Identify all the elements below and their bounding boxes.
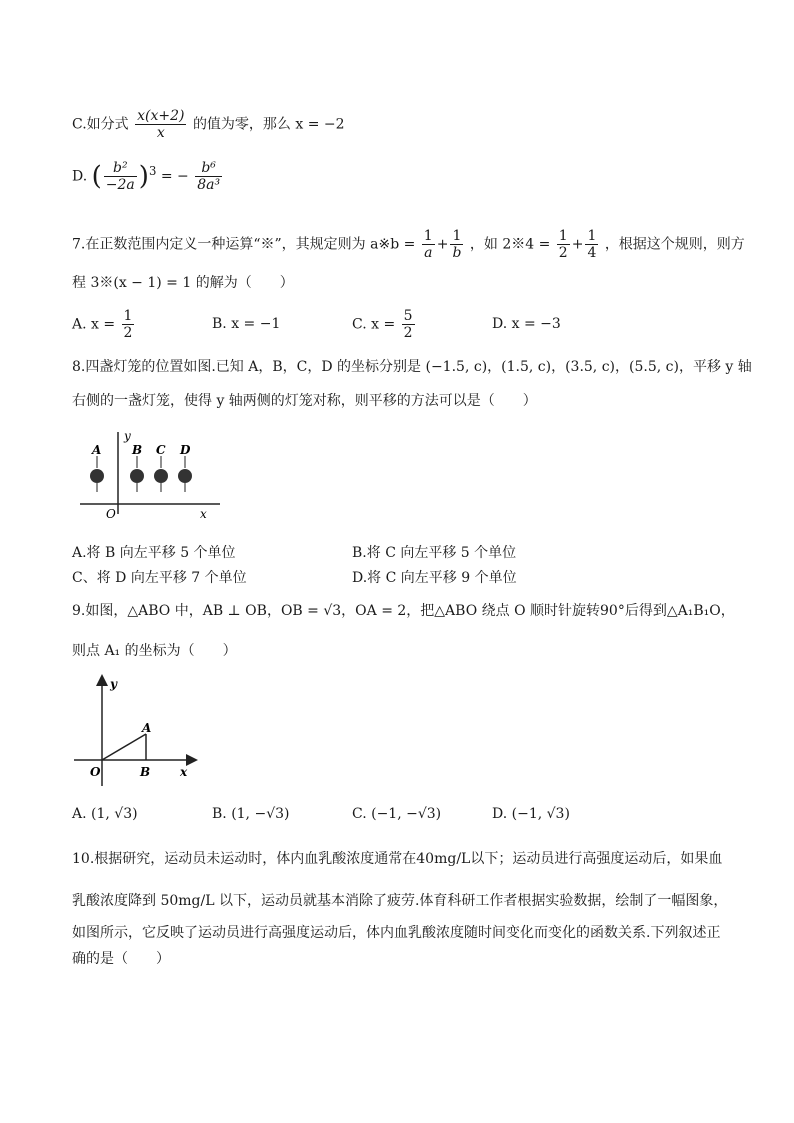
- q7-line-1: 7.在正数范围内定义一种运算“※”，其规定则为 a※b = $\frac{1}{a}$ + $\frac{1}{b}$ ，如 2※4 = $\frac{1}{2}$ + $\frac{1}{4}$ ，根据这个规则，则方: [72, 228, 745, 262]
- q9-origin-label: O: [90, 765, 101, 779]
- svg-text:B: B: [132, 443, 143, 457]
- lantern-a: [90, 443, 104, 492]
- q8-y-label: y: [124, 429, 131, 443]
- q9-option-a: A. (1, √3): [72, 806, 138, 822]
- q9-y-label: y: [110, 677, 117, 691]
- q6-d-rhs-fraction: $\frac{\text{b⁶}}{\text{8a³}}$: [197, 160, 221, 194]
- q8-line-2: 右侧的一盏灯笼，使得 y 轴两侧的灯笼对称，则平移的方法可以是（ ）: [72, 393, 537, 409]
- q9-option-b: B. (1, −√3): [212, 806, 290, 822]
- q10-line-2: 乳酸浓度降到 50mg/L 以下，运动员就基本消除了疲劳.体育科研工作者根据实验数据，绘制了一幅图象，: [72, 893, 728, 909]
- q8-option-c: C、将 D 向左平移 7 个单位: [72, 570, 247, 586]
- q9-point-a: A: [142, 721, 152, 735]
- q8-option-a: A.将 B 向左平移 5 个单位: [72, 545, 236, 561]
- svg-text:A: A: [92, 443, 102, 457]
- q8-line-1: 8.四盏灯笼的位置如图.已知 A，B，C，D 的坐标分别是 (−1.5, c)，(1.5, c)，(3.5, c)，(5.5, c)，平移 y 轴: [72, 359, 752, 375]
- q7-frac-1a: $\frac{1}{a}$: [423, 228, 433, 262]
- q10-line-4: 确的是（ ）: [72, 951, 170, 967]
- lantern-c: [154, 443, 168, 492]
- q7-frac-1b: $\frac{1}{b}$: [452, 228, 462, 262]
- q9-triangle-figure: [72, 674, 202, 790]
- q7-option-a: A. x = $\frac{1}{2}$: [72, 308, 133, 342]
- q9-line-2: 则点 A₁ 的坐标为（ ）: [72, 643, 237, 659]
- lantern-d: [178, 443, 192, 492]
- svg-text:C: C: [156, 443, 166, 457]
- q9-option-c: C. (−1, −√3): [352, 806, 442, 822]
- q8-origin-label: O: [106, 507, 116, 521]
- q8-lantern-figure: [80, 428, 230, 524]
- q9-line-1: 9.如图，△ABO 中，AB ⊥ OB，OB = √3，OA = 2，把△ABO 绕点 O 顺时针旋转90°后得到△A₁B₁O，: [72, 603, 735, 619]
- q8-option-b: B.将 C 向左平移 5 个单位: [352, 545, 517, 561]
- q7-option-d: D. x = −3: [492, 316, 561, 332]
- q6-d-inner-fraction: $\frac{\text{b²}}{-2a}$: [105, 160, 135, 194]
- segment-oa: [102, 734, 146, 760]
- q9-option-d: D. (−1, √3): [492, 806, 570, 822]
- q6-option-d: D. ( $\frac{\text{b²}}{-2a}$ )$^3$ = − $\frac{\text{b⁶}}{\text{8a³}}$: [72, 160, 221, 194]
- q10-line-1: 10.根据研究，运动员未运动时，体内血乳酸浓度通常在40mg/L以下；运动员进行高强度运动后，如果血: [72, 851, 723, 867]
- q10-line-3: 如图所示，它反映了运动员进行高强度运动后，体内血乳酸浓度随时间变化而变化的函数关系.下列叙述正: [72, 925, 721, 941]
- q9-x-label: x: [180, 765, 188, 779]
- q7-option-b: B. x = −1: [212, 316, 281, 332]
- q7-frac-quarter: $\frac{1}{4}$: [587, 228, 597, 262]
- svg-text:D: D: [180, 443, 191, 457]
- q7-frac-half: $\frac{1}{2}$: [558, 228, 568, 262]
- q6-c-fraction: $\frac{x(x+2)}{x}$: [137, 108, 185, 142]
- q7-line-2: 程 3※(x − 1) = 1 的解为（ ）: [72, 275, 294, 291]
- q9-point-b: B: [140, 765, 151, 779]
- lantern-b: [130, 443, 144, 492]
- q8-option-d: D.将 C 向左平移 9 个单位: [352, 570, 517, 586]
- q6-option-c: C.如分式 $\frac{x(x+2)}{x}$ 的值为零，那么 x = −2: [72, 108, 345, 142]
- q8-x-label: x: [200, 507, 207, 521]
- q7-option-c: C. x = $\frac{5}{2}$: [352, 308, 413, 342]
